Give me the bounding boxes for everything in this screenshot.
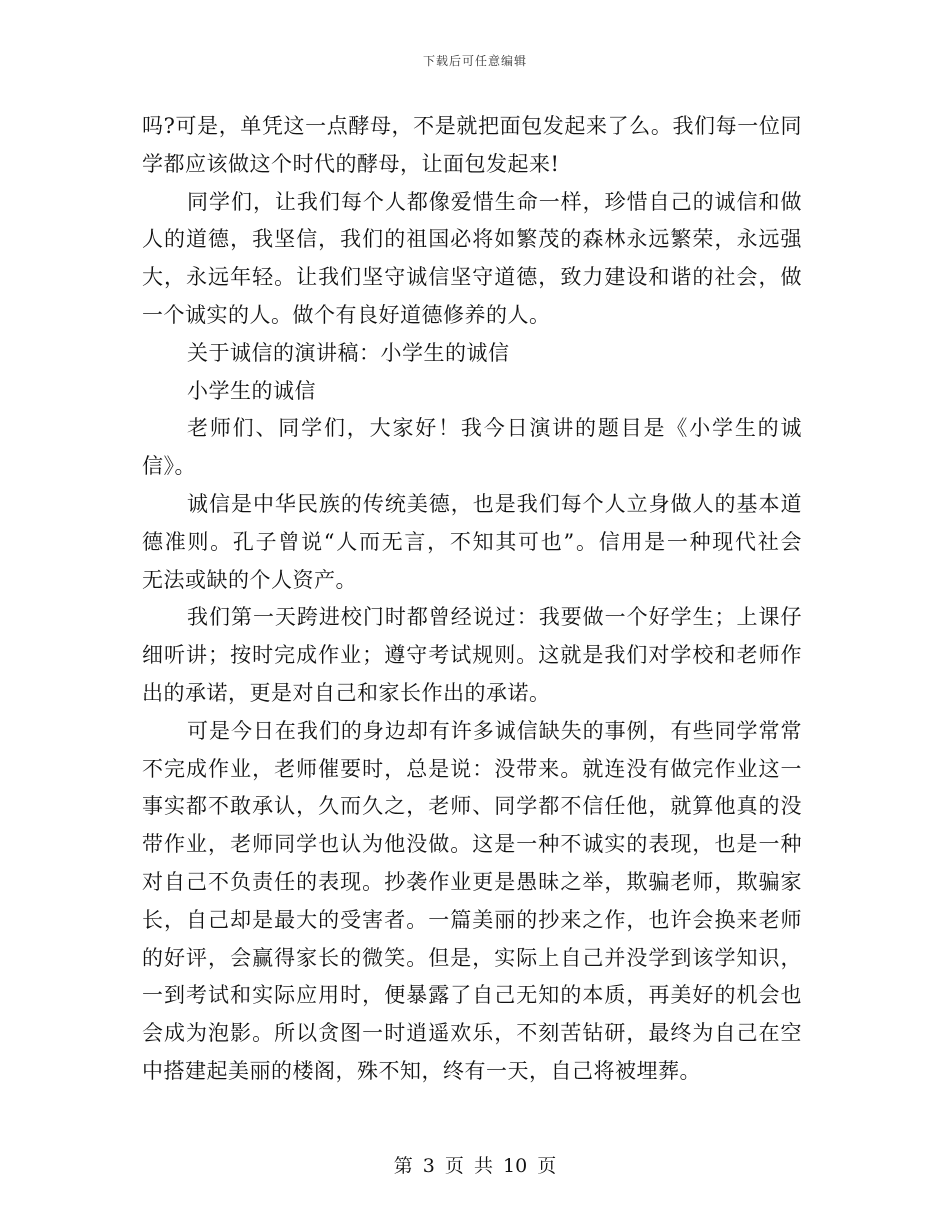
body-line: 会成为泡影。所以贪图一时逍遥欢乐，不刻苦钻研，最终为自己在空 bbox=[142, 1021, 802, 1046]
body-line: 中搭建起美丽的楼阁，殊不知，终有一天，自己将被埋葬。 bbox=[142, 1058, 701, 1083]
body-line: 诚信是中华民族的传统美德，也是我们每个人立身做人的基本道 bbox=[187, 491, 802, 516]
body-line: 同学们，让我们每个人都像爱惜生命一样，珍惜自己的诚信和做 bbox=[187, 189, 802, 214]
speech-title: 小学生的诚信 bbox=[187, 378, 316, 403]
body-line: 德准则。孔子曾说“人而无言，不知其可也”。信用是一种现代社会 bbox=[142, 529, 802, 554]
body-line: 长，自己却是最大的受害者。一篇美丽的抄来之作，也许会换来老师 bbox=[142, 907, 802, 932]
body-line: 信》。 bbox=[142, 454, 196, 479]
body-line: 人的道德，我坚信，我们的祖国必将如繁茂的森林永远繁荣，永远强 bbox=[142, 227, 802, 252]
page-header: 下载后可任意编辑 bbox=[422, 54, 527, 68]
body-line: 学都应该做这个时代的酵母，让面包发起来! bbox=[142, 151, 560, 176]
body-line: 事实都不敢承认，久而久之，老师、同学都不信任他，就算他真的没 bbox=[142, 794, 802, 819]
body-line: 不完成作业，老师催要时，总是说：没带来。就连没有做完作业这一 bbox=[142, 756, 802, 781]
page-number-footer: 第 3 页 共 10 页 bbox=[393, 1155, 557, 1177]
body-line: 的好评，会赢得家长的微笑。但是，实际上自己并没学到该学知识， bbox=[142, 945, 802, 970]
body-line: 老师们、同学们，大家好！我今日演讲的题目是《小学生的诚 bbox=[187, 416, 802, 441]
body-line: 对自己不负责任的表现。抄袭作业更是愚昧之举，欺骗老师，欺骗家 bbox=[142, 869, 802, 894]
body-line: 出的承诺，更是对自己和家长作出的承诺。 bbox=[142, 680, 551, 705]
body-line: 无法或缺的个人资产。 bbox=[142, 567, 357, 592]
body-line: 吗?可是，单凭这一点酵母，不是就把面包发起来了么。我们每一位同 bbox=[142, 114, 802, 138]
body-line: 一个诚实的人。做个有良好道德修养的人。 bbox=[142, 302, 551, 327]
section-title: 关于诚信的演讲稿：小学生的诚信 bbox=[187, 340, 510, 365]
body-line: 细听讲；按时完成作业；遵守考试规则。这就是我们对学校和老师作 bbox=[142, 643, 802, 668]
body-line: 我们第一天跨进校门时都曾经说过：我要做一个好学生；上课仔 bbox=[187, 605, 802, 630]
body-line: 带作业，老师同学也认为他没做。这是一种不诚实的表现，也是一种 bbox=[142, 832, 802, 857]
body-line: 一到考试和实际应用时，便暴露了自己无知的本质，再美好的机会也 bbox=[142, 983, 802, 1008]
body-line: 大，永远年轻。让我们坚守诚信坚守道德，致力建设和谐的社会，做 bbox=[142, 265, 802, 290]
body-line: 可是今日在我们的身边却有许多诚信缺失的事例，有些同学常常 bbox=[187, 718, 802, 743]
document-body bbox=[142, 108, 802, 1091]
